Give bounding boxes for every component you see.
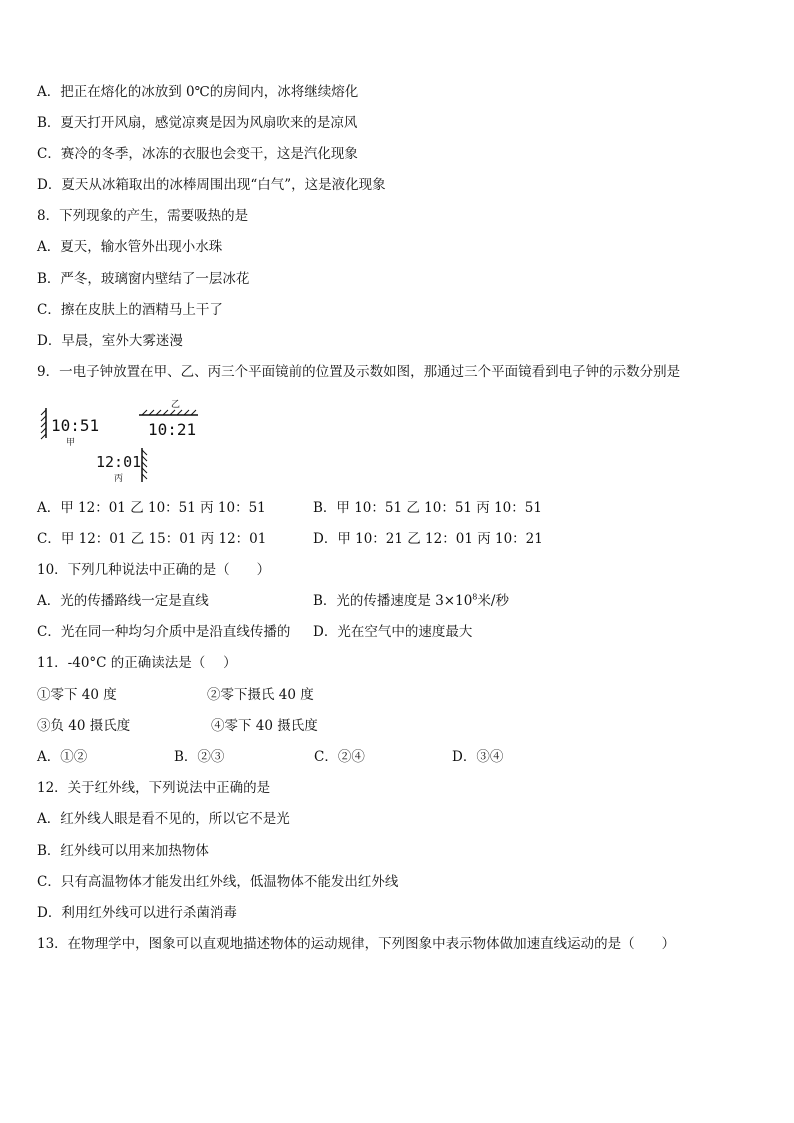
q11-item-1: ①零下 40 度 <box>37 687 117 703</box>
clock-bing-reading: 12:01 <box>96 453 142 471</box>
q9-stem: 9．一电子钟放置在甲、乙、丙三个平面镜前的位置及示数如图，那通过三个平面镜看到电子钟的示数分别是 <box>37 364 681 380</box>
q11-item-3: ③负 40 摄氏度 <box>37 718 131 734</box>
q12-option-d: D．利用红外线可以进行杀菌消毒 <box>37 905 237 921</box>
q11-item-2: ②零下摄氏 40 度 <box>207 687 314 703</box>
q10-option-d: D．光在空气中的速度最大 <box>313 624 473 640</box>
q8-option-b: B．严冬，玻璃窗内壁结了一层冰花 <box>37 271 250 287</box>
q9-option-c: C．甲 12：01 乙 15：01 丙 12：01 <box>37 531 267 547</box>
q8-option-a: A．夏天，输水管外出现小水珠 <box>37 239 223 255</box>
q7-option-a: A．把正在熔化的冰放到 0℃的房间内，冰将继续熔化 <box>37 84 359 100</box>
q8-option-d: D．早晨，室外大雾迷漫 <box>37 333 183 349</box>
q9-option-d: D．甲 10：21 乙 12：01 丙 10：21 <box>313 531 543 547</box>
q11-option-b: B．②③ <box>174 749 225 765</box>
q10-stem: 10．下列几种说法中正确的是（ ） <box>37 562 271 578</box>
q13-stem: 13．在物理学中，图象可以直观地描述物体的运动规律，下列图象中表示物体做加速直线运动的是（ ） <box>37 936 676 952</box>
q9-option-a: A．甲 12：01 乙 10：51 丙 10：51 <box>37 500 266 516</box>
mirror-jia <box>41 408 46 439</box>
q8-stem: 8．下列现象的产生，需要吸热的是 <box>37 208 249 224</box>
clock-jia-reading: 10:51 <box>51 416 100 435</box>
q8-option-c: C．擦在皮肤上的酒精马上干了 <box>37 302 223 318</box>
mirror-yi-label: 乙 <box>171 400 181 410</box>
mirror-jia-label: 甲 <box>66 438 76 448</box>
q11-option-c: C．②④ <box>314 749 365 765</box>
q10-option-a: A．光的传播路线一定是直线 <box>37 593 209 609</box>
q12-stem: 12．关于红外线，下列说法中正确的是 <box>37 780 271 796</box>
q11-option-d: D．③④ <box>452 749 504 765</box>
q10-option-b-unit: 米/秒 <box>477 593 509 609</box>
q12-option-c: C．只有高温物体才能发出红外线，低温物体不能发出红外线 <box>37 874 399 890</box>
q10-option-c: C．光在同一种均匀介质中是沿直线传播的 <box>37 624 291 640</box>
mirror-bing <box>142 448 147 482</box>
q10-option-b-exponent: 8 <box>472 592 478 602</box>
q11-stem: 11．-40°C 的正确读法是（ ） <box>37 655 237 671</box>
q10-option-b-text: B．光的传播速度是 3×10 <box>313 593 473 609</box>
q10-option-b <box>313 592 509 610</box>
clock-yi-reading: 10:21 <box>148 420 197 439</box>
q12-option-a: A．红外线人眼是看不见的，所以它不是光 <box>37 811 290 827</box>
mirror-bing-label: 丙 <box>114 474 124 484</box>
q7-option-d: D．夏天从冰箱取出的冰棒周围出现“白气”，这是液化现象 <box>37 177 386 193</box>
q12-option-b: B．红外线可以用来加热物体 <box>37 843 209 859</box>
q11-item-4: ④零下 40 摄氏度 <box>211 718 318 734</box>
q11-option-a: A．①② <box>37 749 88 765</box>
q7-option-b: B．夏天打开风扇，感觉凉爽是因为风扇吹来的是凉风 <box>37 115 358 131</box>
mirror-yi <box>139 410 198 415</box>
mirror-clock-figure <box>38 396 208 488</box>
q7-option-c: C．赛冷的冬季，冰冻的衣服也会变干，这是汽化现象 <box>37 146 358 162</box>
q9-option-b: B．甲 10：51 乙 10：51 丙 10：51 <box>313 500 542 516</box>
